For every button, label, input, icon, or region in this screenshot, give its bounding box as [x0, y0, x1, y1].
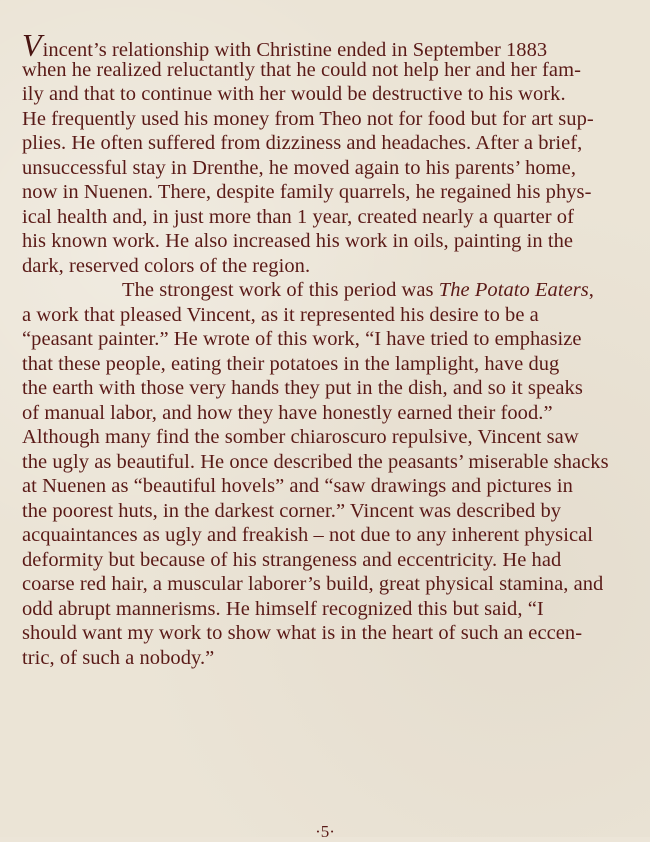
- text-line: unsuccessful stay in Drenthe, he moved again to his parents’ home,: [22, 156, 576, 179]
- text-line: his known work. He also increased his work in oils, painting in the: [22, 230, 574, 252]
- body-text: [22, 27, 628, 670]
- text-line: of manual labor, and how they have honestly earned their food.”: [22, 401, 553, 424]
- page-number: ·5·: [315, 822, 335, 841]
- text-line: The strongest work of this period was The Potato Eaters,: [122, 279, 594, 301]
- text-line: plies. He often suffered from dizziness and headaches. After a brief,: [22, 132, 583, 154]
- text-line: dark, reserved colors of the region.: [22, 254, 311, 277]
- text-line: Vincent’s relationship with Christine ended in September 1883: [22, 27, 548, 63]
- text-line: a work that pleased Vincent, as it represented his desire to be a: [22, 303, 539, 326]
- text-line: ily and that to continue with her would be destructive to his work.: [22, 83, 566, 105]
- paragraph-2: [22, 278, 628, 670]
- text-line: should want my work to show what is in the heart of such an eccen-: [22, 622, 583, 644]
- text-line: ical health and, in just more than 1 year, created nearly a quarter of: [22, 205, 574, 228]
- text-line: now in Nuenen. There, despite family quarrels, he regained his phys-: [22, 181, 592, 203]
- text-line: that these people, eating their potatoes in the lamplight, have dug: [22, 352, 560, 375]
- text-line: at Nuenen as “beautiful hovels” and “saw drawings and pictures in: [22, 475, 573, 497]
- text-line: deformity but because of his strangeness and eccentricity. He had: [22, 548, 562, 571]
- text-line: the earth with those very hands they put in the dish, and so it speaks: [22, 377, 583, 399]
- text-line: coarse red hair, a muscular laborer’s build, great physical stamina, and: [22, 573, 604, 595]
- decorative-initial: V: [22, 27, 42, 63]
- text-line: Although many find the somber chiaroscuro repulsive, Vincent saw: [22, 426, 579, 448]
- text-line: the poorest huts, in the darkest corner.” Vincent was described by: [22, 499, 562, 522]
- text-line: the ugly as beautiful. He once described the peasants’ miserable shacks: [22, 450, 609, 473]
- text-line: “peasant painter.” He wrote of this work, “I have tried to emphasize: [22, 328, 582, 350]
- paragraph-1: [22, 27, 628, 278]
- text-line: He frequently used his money from Theo not for food but for art sup-: [22, 107, 594, 130]
- text-line: when he realized reluctantly that he could not help her and her fam-: [22, 58, 581, 81]
- text-line: tric, of such a nobody.”: [22, 646, 215, 669]
- text-line: acquaintances as ugly and freakish – not due to any inherent physical: [22, 524, 594, 546]
- text-line: odd abrupt mannerisms. He himself recognized this but said, “I: [22, 597, 544, 620]
- artwork-title: The Potato Eaters: [438, 279, 589, 301]
